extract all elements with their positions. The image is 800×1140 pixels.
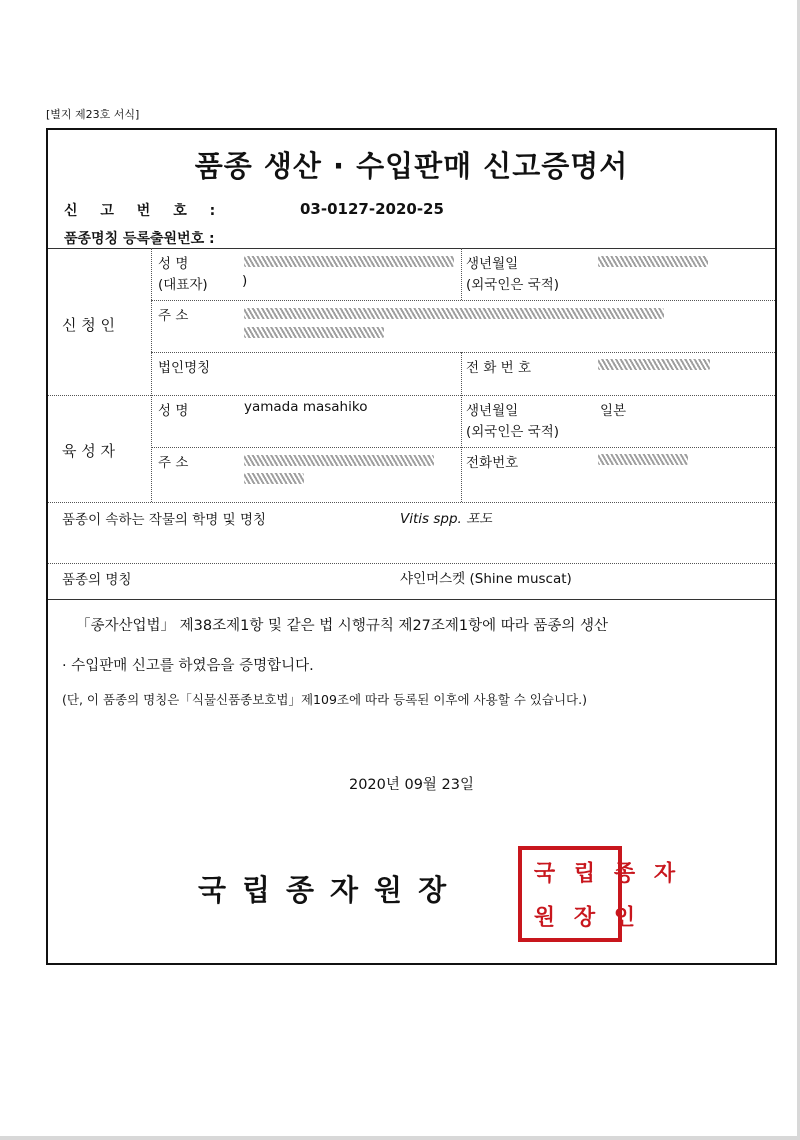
document-title: 품종 생산 · 수입판매 신고증명서 [194,149,629,183]
divider [151,248,152,502]
breeder-nationality: 일본 [600,403,627,419]
applicant-phone-label: 전 화 번 호 [466,360,532,376]
breeder-nationality-label: (외국인은 국적) [466,424,560,440]
redacted-applicant-name [244,256,454,267]
seal-char: 립 [570,861,595,883]
report-number-label: 신 고 번 호 : [64,203,216,219]
breeder-section-label: 육 성 자 [62,442,116,460]
variety-value: 샤인머스켓 (Shine muscat) [400,571,572,587]
form-number: [별지 제23호 서식] [46,108,140,121]
seal-char: 장 [570,905,595,927]
divider [461,352,462,502]
divider [461,248,462,300]
redacted-applicant-birth [598,256,708,267]
issue-date: 2020년 09월 23일 [348,777,475,793]
breeder-name-label: 성 명 [158,403,189,419]
corp-name-label: 법인명칭 [158,360,211,376]
applicant-address-label: 주 소 [158,308,189,324]
page-edge [0,1136,800,1140]
applicant-name-label: 성 명 [158,256,189,272]
seal-char [642,894,682,938]
seal-char: 인 [610,905,635,927]
seal-char: 국 [530,861,555,883]
applicant-birth-label: 생년월일 [466,256,519,272]
divider [48,563,775,564]
statement-line-2: · 수입판매 신고를 하였음을 증명합니다. [62,658,314,674]
representative-label: (대표자) [158,277,208,293]
table-bottom-border [48,599,775,600]
divider [48,395,775,396]
applicant-section-label: 신 청 인 [62,316,116,334]
official-seal [518,846,675,942]
breeder-address-label: 주 소 [158,455,189,471]
redacted-applicant-phone [598,359,710,370]
registration-app-label: 품종명칭 등록출원번호 : [64,231,215,247]
certificate-frame [46,128,777,965]
statement-line-1: 「종자산업법」 제38조제1항 및 같은 법 시행규칙 제27조제1항에 따라 품종의 생산 [76,618,609,634]
divider [151,447,775,448]
issuer-name: 국립종자원장 [198,873,463,907]
table-top-border [48,248,775,249]
breeder-phone-label: 전화번호 [466,455,519,471]
breeder-birth-label: 생년월일 [466,403,519,419]
seal-char: 종 [610,861,635,883]
seal-char: 자 [650,861,675,883]
divider [151,300,775,301]
divider [151,352,775,353]
redacted-applicant-address [244,327,384,338]
report-number: 03-0127-2020-25 [300,200,444,218]
crop-value: Vitis spp. 포도 [400,511,493,527]
redacted-applicant-address [244,308,664,319]
representative-close: ) [242,273,248,289]
redacted-breeder-address [244,455,434,466]
redacted-breeder-address [244,473,304,484]
statement-note: (단, 이 품종의 명칭은「식물신품종보호법」제109조에 따라 등록된 이후에 사용할 수 있습니다.) [62,692,587,707]
variety-label: 품종의 명칭 [62,572,132,588]
crop-label: 품종이 속하는 작물의 학명 및 명칭 [62,512,267,528]
seal-char: 원 [530,905,555,927]
breeder-name: yamada masahiko [244,399,368,415]
redacted-breeder-phone [598,454,688,465]
divider [48,502,775,503]
applicant-nationality-label: (외국인은 국적) [466,277,560,293]
